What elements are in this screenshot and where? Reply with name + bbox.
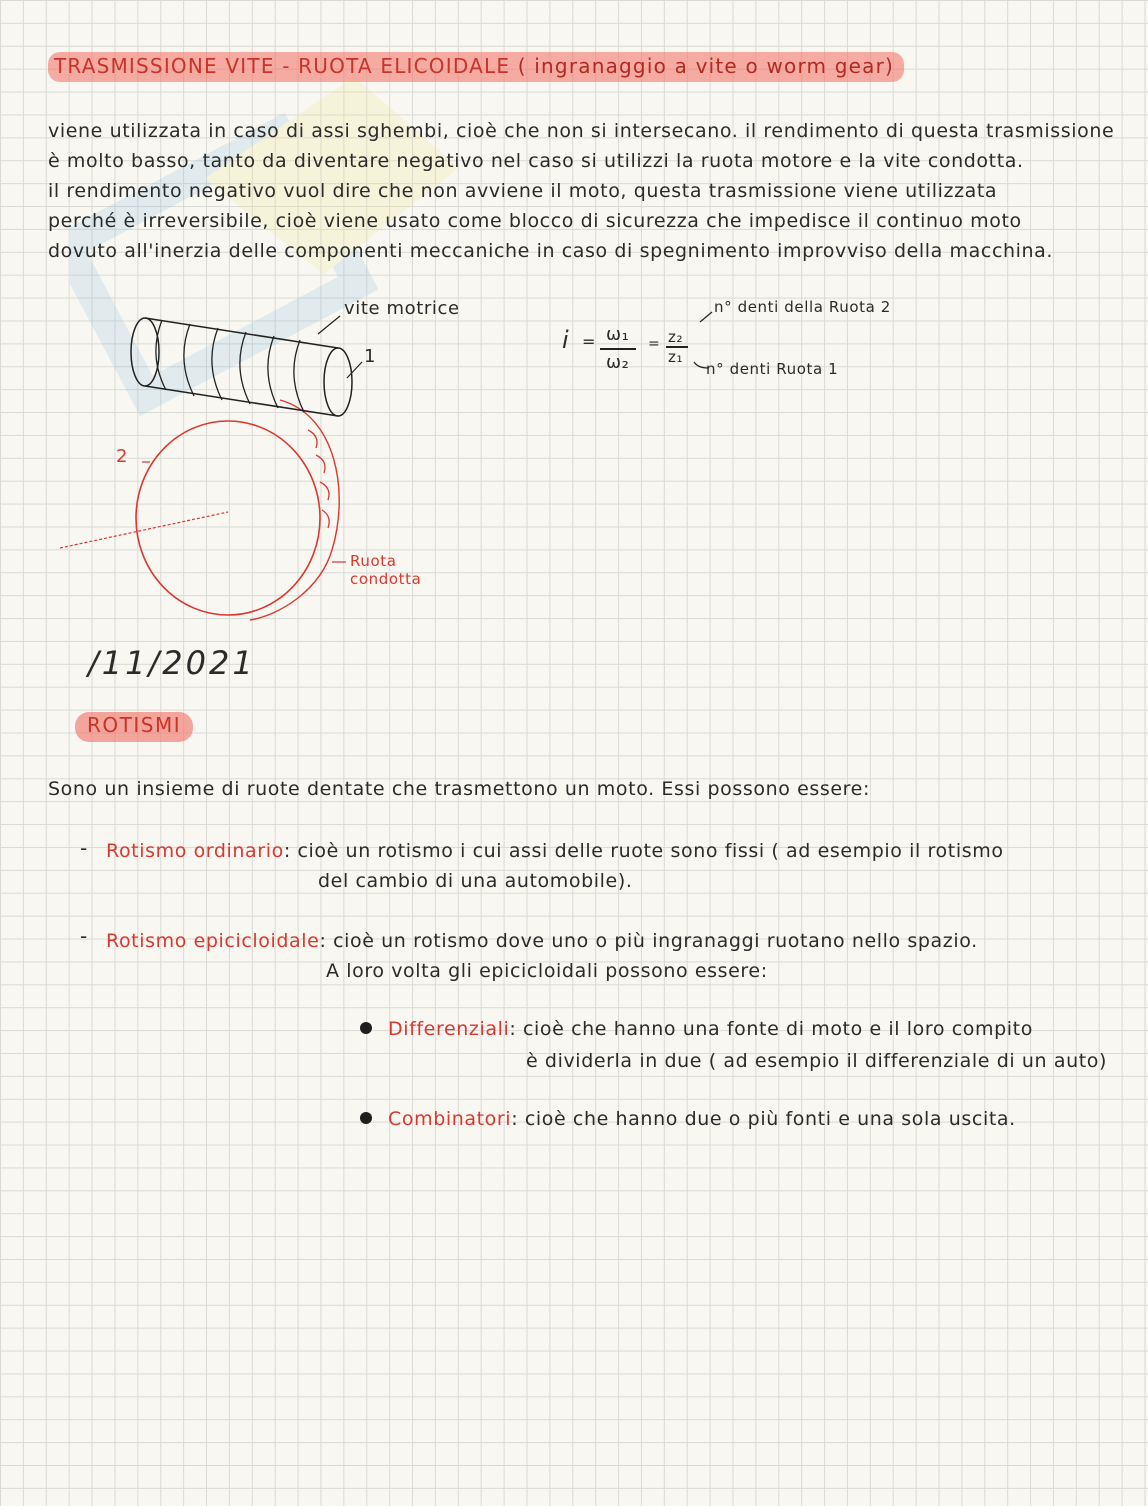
label-vite-motrice: vite motrice (344, 298, 460, 319)
epicyclic-line-1 (106, 930, 978, 952)
intro-line-4: perché è irreversibile, cioè viene usato come blocco di sicurezza che impedisce il continuo moto (48, 210, 1022, 232)
epicyclic-label: Rotismo epicicloidale (106, 930, 320, 952)
intro-line-1: viene utilizzata in caso di assi sghembi, cioè che non si intersecano. il rendimento di questa trasmissione (48, 120, 1115, 142)
epicyclic-text-1: : cioè un rotismo dove uno o più ingranaggi ruotano nello spazio. (319, 930, 978, 952)
formula-eq-1: = (582, 332, 597, 351)
ordinary-line-1 (106, 840, 1004, 862)
combiner-text: : cioè che hanno due o più fonti e una sola uscita. (511, 1108, 1016, 1130)
title-main: TRASMISSIONE VITE - RUOTA ELICOIDALE (54, 54, 511, 78)
screw-driving (131, 316, 362, 416)
differential-text-1: : cioè che hanno una fonte di moto e il loro compito (509, 1018, 1033, 1040)
label-1: 1 (364, 346, 377, 367)
formula-eq-2: = (648, 336, 661, 352)
formula-note-z1: n° denti Ruota 1 (706, 360, 839, 378)
date: /11/2021 (88, 644, 256, 682)
label-wheel-line-2: condotta (350, 570, 422, 588)
formula-i: i (562, 326, 570, 354)
label-ruota-condotta (350, 552, 421, 588)
ordinary-text-1: : cioè un rotismo i cui assi delle ruote sono fissi ( ad esempio il rotismo (283, 840, 1004, 862)
formula-z2: z₂ (668, 328, 684, 346)
label-wheel-line-1: Ruota (350, 552, 397, 570)
dash-bullet-epicyclic: - (80, 924, 88, 948)
intro-line-5: dovuto all'inerzia delle componenti meccaniche in caso di spegnimento improvviso della macchina. (48, 240, 1054, 262)
differential-label: Differenziali (388, 1018, 510, 1040)
section-intro: Sono un insieme di ruote dentate che trasmettono un moto. Essi possono essere: (48, 778, 870, 800)
dash-bullet-ordinary: - (80, 836, 88, 860)
section-title: ROTISMI (75, 712, 193, 742)
formula-leaders (680, 306, 720, 376)
bullet-dot-differential (360, 1022, 372, 1034)
epicyclic-line-2: A loro volta gli epicicloidali possono essere: (326, 960, 768, 982)
page-title (48, 52, 904, 82)
intro-line-2: è molto basso, tanto da diventare negativo nel caso si utilizzi la ruota motore e la vite condotta. (48, 150, 1024, 172)
intro-line-3: il rendimento negativo vuol dire che non avviene il moto, questa trasmissione viene utilizzata (48, 180, 998, 202)
bullet-dot-combiner (360, 1112, 372, 1124)
combiner-line (388, 1108, 1016, 1130)
differential-line-1 (388, 1018, 1033, 1040)
differential-line-2: è dividerla in due ( ad esempio il differenziale di un auto) (526, 1050, 1107, 1072)
formula-note-z2: n° denti della Ruota 2 (714, 298, 891, 316)
label-2: 2 (116, 446, 129, 467)
wheel-driven (60, 400, 339, 620)
ordinary-label: Rotismo ordinario (106, 840, 284, 862)
formula-omega-2: ω₂ (606, 352, 630, 373)
formula-z1: z₁ (668, 348, 684, 366)
gear-ratio-formula (562, 322, 882, 392)
formula-fraction-bar-1 (600, 348, 636, 350)
ordinary-line-2: del cambio di una automobile). (318, 870, 633, 892)
title-sub: ( ingranaggio a vite o worm gear) (517, 54, 895, 78)
combiner-label: Combinatori (388, 1108, 512, 1130)
formula-omega-1: ω₁ (606, 324, 630, 345)
